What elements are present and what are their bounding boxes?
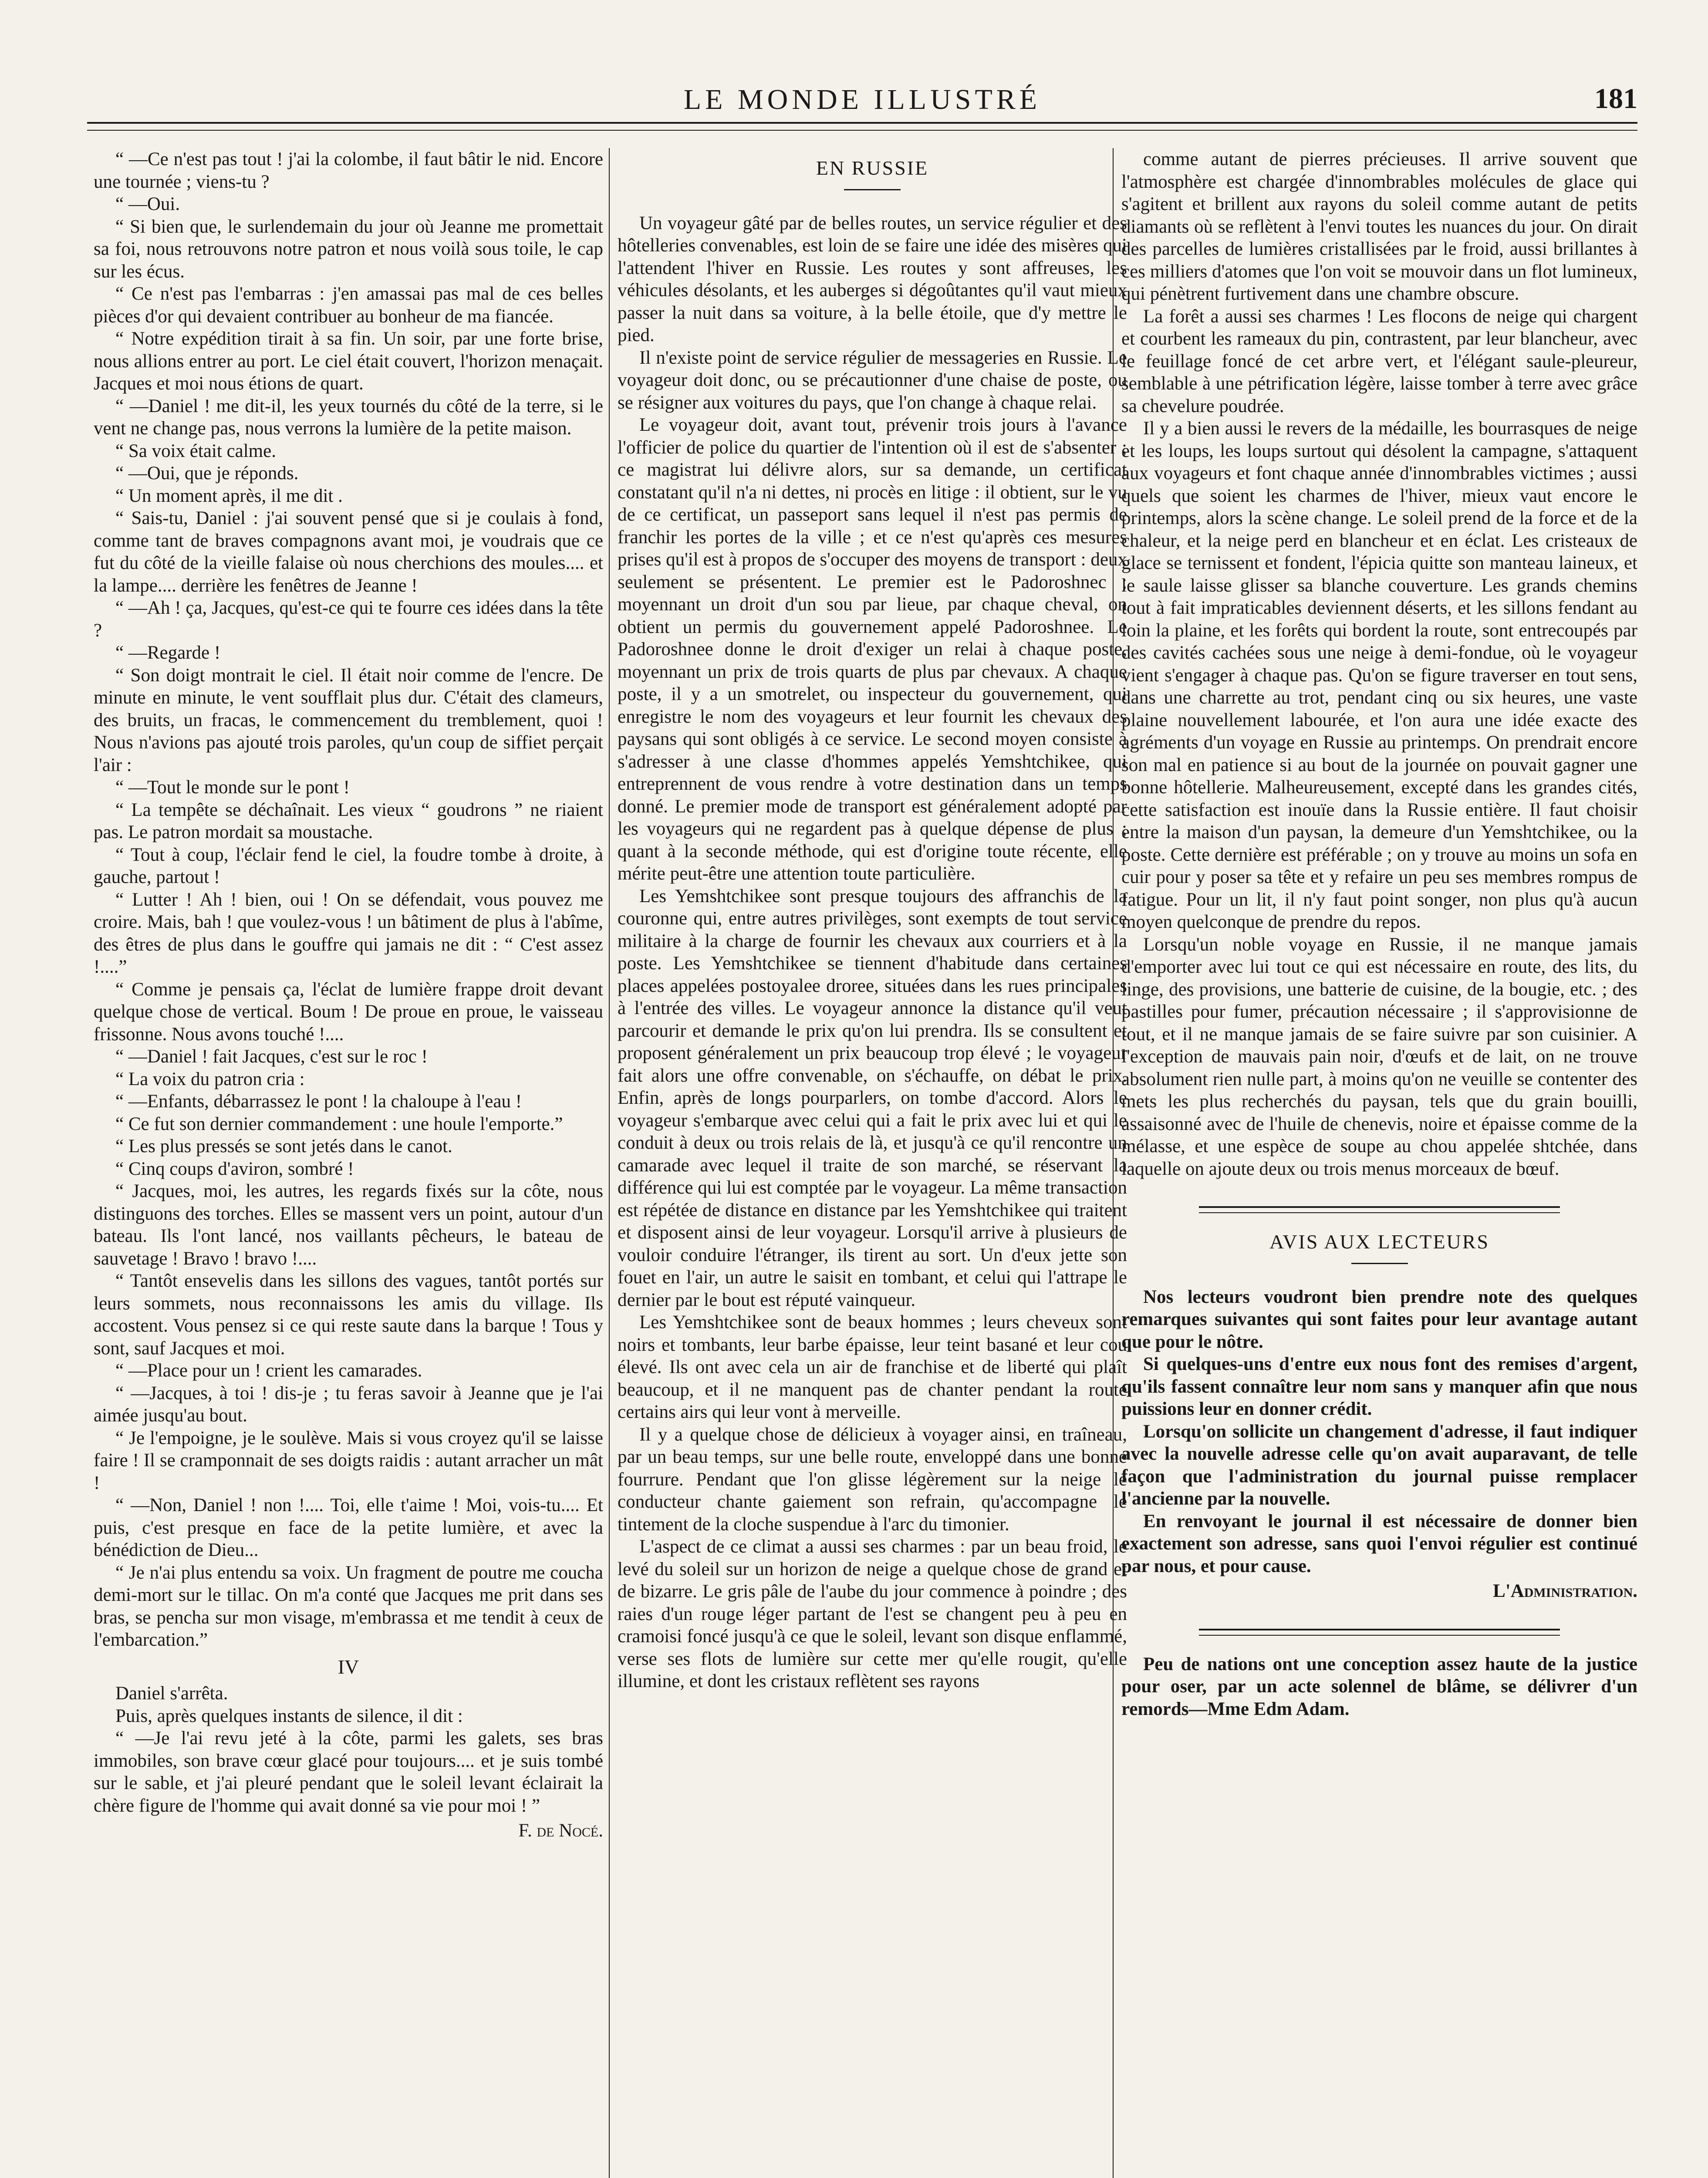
publication-title: LE MONDE ILLUSTRÉ <box>683 84 1041 115</box>
paragraph: “ —Regarde ! <box>115 643 221 663</box>
paragraph: “ Comme je pensais ça, l'éclat de lumière frappe droit devant quelque chose de vertical. Boum ! De proue en proue, le vaisseau frissonne. Nous avons touché !.... <box>94 979 603 1045</box>
page-number: 181 <box>1594 83 1637 115</box>
notice-heading: AVIS AUX LECTEURS <box>1269 1231 1490 1253</box>
article-body <box>618 212 1127 1693</box>
paragraph: “ —Ah ! ça, Jacques, qu'est-ce qui te fourre ces idées dans la tête ? <box>94 598 603 641</box>
paragraph: “ Tantôt ensevelis dans les sillons des vagues, tantôt portés sur leurs sommets, nous reconnaissons les amis du village. Ils accostent. Vous pensez si ce qui reste saute dans la barque ! Tous y sont, sauf Jacques et moi. <box>94 1271 603 1359</box>
paragraph: “ —Enfants, débarrassez le pont ! la chaloupe à l'eau ! <box>115 1091 522 1112</box>
article-continuation <box>1121 148 1637 1180</box>
story-body <box>94 148 603 1651</box>
section-separator <box>1199 1206 1560 1213</box>
paragraph: “ —Jacques, à toi ! dis-je ; tu feras savoir à Jeanne que je l'ai aimée jusqu'au bout. <box>94 1383 603 1426</box>
paragraph: “ Notre expédition tirait à sa fin. Un soir, par une forte brise, nous allions entrer au port. Le ciel était couvert, l'horizon menaçait. Jacques et moi nous étions de quart. <box>94 328 603 394</box>
paragraph: “ Son doigt montrait le ciel. Il était noir comme de l'encre. De minute en minute, le vent soufflait plus dur. C'était des clameurs, des bruits, un fracas, le commencement du tremblement, quoi ! Nous n'avions pas ajouté trois paroles, qu'un coup de siffiet perçait l'air : <box>94 665 603 775</box>
closing-quote: Peu de nations ont une conception assez haute de la justice pour oser, par un acte solennel de blâme, se délivrer d'un remords—Mme Edm Adam. <box>1121 1654 1637 1719</box>
paragraph: “ Je n'ai plus entendu sa voix. Un fragment de poutre me coucha demi-mort sur le tillac. On m'a conté que Jacques me prit dans ses bras, se pencha sur mon visage, m'embrassa et me tendit à ceux de l'embarcation.” <box>94 1562 603 1650</box>
paragraph: Il n'existe point de service régulier de messageries en Russie. Le voyageur doit donc, ou se précautionner d'une chaise de poste, ou se résigner aux voitures du pays, que l'on change à chaque relai. <box>618 347 1127 413</box>
paragraph: La forêt a aussi ses charmes ! Les flocons de neige qui chargent et courbent les rameaux du pin, contrastent, par leur blancheur, avec le feuillage foncé de cet arbre vert, et l'élégant saule-pleureur, semblable à une pétrification légère, laisse tomber à terre avec grâce sa chevelure poudrée. <box>1121 306 1637 416</box>
column-russia-article <box>618 148 1127 2178</box>
paragraph: Les Yemshtchikee sont de beaux hommes ; leurs cheveux sont noirs et tombants, leur barbe épaisse, leur teint basané et leur cou élevé. Ils ont avec cela un air de franchise et de liberté qui plaît beaucoup, et il ne manquent pas de chanter pendant la route certains airs qui leur vont à merveille. <box>618 1312 1127 1422</box>
paragraph: Il y a bien aussi le revers de la médaille, les bourrasques de neige et les loups, les loups surtout qui désolent la campagne, s'attaquent aux voyageurs et font chaque année d'innombrables victimes ; aussi quels que soient les charmes de l'hiver, mieux vaut encore le printemps, alors la scène change. Le soleil prend de la force et de la chaleur, et la neige perd en blancheur et en éclat. Les cristeaux de glace se ternissent et fondent, l'épicia quitte son manteau laineux, et le saule laisse glisser sa blanche couverture. Les grands chemins tout à fait impraticables deviennent déserts, et les sillons fendant au loin la plaine, et les forêts qui bordent la route, sont entrecoupés par des cavités cachées sous une neige à demi-fondue, où le voyageur vient s'engager à chaque pas. Qu'on se figure traverser en tout sens, dans une charrette au trot, pendant cinq ou six heures, une vaste plaine nouvellement labourée, et l'on aura une idée exacte des agréments d'un voyage en Russie au printemps. On prendrait encore son mal en patience si au bout de la journée on pouvait gagner une bonne hôtellerie. Malheureusement, excepté dans les grandes cités, cette satisfaction est inouïe dans la Russie entière. Il faut choisir entre la maison d'un paysan, la demeure d'un Yemshtchikee, ou la poste. Cette dernière est préférable ; on y trouve au moins un sofa en cuir pour y poser sa tête et y refaire un peu ses membres rompus de fatigue. Pour un lit, il n'y faut point songer, non plus qu'à aucun moyen quelconque de prendre du repos. <box>1121 418 1637 932</box>
article-heading: EN RUSSIE <box>816 157 929 179</box>
paragraph: Nos lecteurs voudront bien prendre note des quelques remarques suivantes qui sont faites pour leur avantage autant que pour le nôtre. <box>1121 1286 1637 1352</box>
paragraph: comme autant de pierres précieuses. Il arrive souvent que l'atmosphère est chargée d'innombrables molécules de glace qui s'agitent et brillent aux rayons du soleil comme autant de petits diamants où se reflètent à l'envi toutes les nuances du jour. On dirait des parcelles de lumières cristallisées par le froid, aussi brillantes à ces milliers d'atomes que l'on voit se mouvoir dans un flot lumineux, qui pénètrent furtivement dans une chambre obscure. <box>1121 149 1637 304</box>
paragraph: “ —Je l'ai revu jeté à la côte, parmi les galets, ses bras immobiles, son brave cœur glacé pour toujours.... et je suis tombé sur le sable, et j'ai pleuré pendant que le soleil levant éclairait la chère figure de l'homme qui avait donné sa vie pour moi ! ” <box>94 1728 603 1816</box>
paragraph: “ —Daniel ! me dit-il, les yeux tournés du côté de la terre, si le vent ne change pas, nous verrons la lumière de la petite maison. <box>94 396 603 439</box>
paragraph: Lorsqu'un noble voyage en Russie, il ne manque jamais d'emporter avec lui tout ce qui est nécessaire en route, des lits, du linge, des provisions, une batterie de cuisine, de la bougie, etc. ; des pastilles pour fumer, précaution nécessaire ; il s'approvisionne de tout, et il ne manque jamais de se faire suivre par son cuisinier. A l'exception de mauvais pain noir, d'œufs et de lait, on ne trouve absolument rien nulle part, à moins qu'on ne veuille se contenter des mets les plus recherchés du paysan, tels que du grain bouilli, assaisonné avec de l'huile de chenevis, noire et épaisse comme de la mélasse, et une espèce de soupe au chou appelée shtchée, dans laquelle on ajoute deux ou trois menus morceaux de bœuf. <box>1121 934 1637 1179</box>
notice-body <box>1121 1286 1637 1578</box>
column-continued <box>1121 148 1637 2178</box>
paragraph: “ Un moment après, il me dit . <box>115 485 343 506</box>
masthead-rule <box>87 122 1637 131</box>
author-signature: F. de Nocé. <box>518 1820 603 1841</box>
paragraph: “ Jacques, moi, les autres, les regards fixés sur la côte, nous distinguons des torches. Elles se massent vers un point, autour d'un bateau. Ils l'ont lancé, nos vaillants pêcheurs, le bateau de sauvetage ! Bravo ! bravo !.... <box>94 1181 603 1269</box>
paragraph: Le voyageur doit, avant tout, prévenir trois jours à l'avance l'officier de police du quartier de l'intention où il est de s'absenter ; ce magistrat lui délivre alors, sur sa demande, un certificat constatant qu'il n'a ni dettes, ni procès en litige : il obtient, sur le vu de ce certificat, un passeport sans lequel il n'est pas permis de franchir les portes de la ville ; et ce n'est qu'après ces mesures prises qu'il est à propos de s'occuper des moyens de transport : deux seulement se présentent. Le premier est le Padoroshnec ; moyennant un droit d'un sou par lieue, par chaque cheval, on obtient un permis du gouvernement appelé Padoroshnee. Le Padoroshnee donne le droit d'exiger un relai à chaque poste, moyennant un prix de trois quarts de plus par chevaux. A chaque poste, il y a un smotrelet, ou inspecteur du gouvernement, qui enregistre le nom des voyageurs et leur fournit les chevaux des paysans qui sont obligés à ce service. Le second moyen consiste à s'adresser à une classe d'hommes appelés Yemshtchikee, qui entreprennent de vous rendre à votre destination dans un temps donné. Le premier mode de transport est généralement adopté par les voyageurs qui ne regardent pas à quelque dépense de plus ; quant à la seconde méthode, qui est d'origine toute récente, elle mérite peut-être une attention toute particulière. <box>618 415 1127 884</box>
paragraph: “ Si bien que, le surlendemain du jour où Jeanne me promettait sa foi, nous retrouvons notre patron et nous voilà sous toile, le cap sur les écus. <box>94 216 603 282</box>
section-number: IV <box>338 1655 359 1678</box>
paragraph: “ Je l'empoigne, je le soulève. Mais si vous croyez qu'il se laisse faire ! Il se cramponnait de ses doigts raidis : autant arracher un mât ! <box>94 1427 603 1493</box>
paragraph: “ —Tout le monde sur le pont ! <box>115 777 350 798</box>
paragraph: “ —Oui. <box>115 194 180 214</box>
paragraph: “ Lutter ! Ah ! bien, oui ! On se défendait, vous pouvez me croire. Mais, bah ! que voulez-vous ! un bâtiment de plus à l'abîme, des êtres de plus dans le gouffre qui jamais ne dit : “ C'est assez !....” <box>94 889 603 977</box>
paragraph: “ —Place pour un ! crient les camarades. <box>115 1360 422 1381</box>
story-ending <box>94 1682 603 1817</box>
heading-rule <box>1351 1263 1408 1264</box>
notice-signature: L'Administration. <box>1493 1581 1637 1601</box>
paragraph: Lorsqu'on sollicite un changement d'adresse, il faut indiquer avec la nouvelle adresse celle qu'on avait auparavant, de telle façon que l'administration du journal puisse remplacer l'ancienne par la nouvelle. <box>1121 1421 1637 1509</box>
column-story <box>94 148 603 2178</box>
paragraph: Un voyageur gâté par de belles routes, un service régulier et des hôtelleries convenables, est loin de se faire une idée des misères qui l'attendent l'hiver en Russie. Les routes y sont affreuses, les véhicules désolants, et les auberges si dégoûtantes qu'il vaut mieux passer la nuit dans sa voiture, à la belle étoile, que d'y mettre le pied. <box>618 213 1127 345</box>
paragraph: “ —Ce n'est pas tout ! j'ai la colombe, il faut bâtir le nid. Encore une tournée ; viens-tu ? <box>94 149 603 192</box>
paragraph: “ La tempête se déchaînait. Les vieux “ goudrons ” ne riaient pas. Le patron mordait sa moustache. <box>94 799 603 842</box>
paragraph: “ Cinq coups d'aviron, sombré ! <box>115 1158 354 1179</box>
paragraph: Il y a quelque chose de délicieux à voyager ainsi, en traîneau, par un beau temps, sur une belle route, enveloppé dans une bonne fourrure. Pendant que l'on glisse légèrement sur la neige le conducteur chante gaiement son refrain, qu'accompagne le tintement de la cloche suspendue à l'arc du timonier. <box>618 1424 1127 1535</box>
paragraph: Puis, après quelques instants de silence, il dit : <box>115 1705 463 1726</box>
column-divider <box>609 148 610 2178</box>
paragraph: “ Sa voix était calme. <box>115 440 276 461</box>
paragraph: “ —Non, Daniel ! non !.... Toi, elle t'aime ! Moi, vois-tu.... Et puis, c'est presque en face de la petite lumière, et avec la bénédiction de Dieu... <box>94 1495 603 1560</box>
paragraph: “ Ce n'est pas l'embarras : j'en amassai pas mal de ces belles pièces d'or qui devaient contribuer au bonheur de ma fiancée. <box>94 284 603 327</box>
heading-rule <box>844 189 901 190</box>
section-separator <box>1199 1629 1560 1636</box>
paragraph: Si quelques-uns d'entre eux nous font des remises d'argent, qu'ils fassent connaître leur nom sans y manquer afin que nous puissions leur en donner crédit. <box>1121 1354 1637 1419</box>
paragraph: “ La voix du patron cria : <box>115 1069 305 1089</box>
paragraph: “ —Daniel ! fait Jacques, c'est sur le roc ! <box>115 1046 428 1067</box>
paragraph: “ —Oui, que je réponds. <box>115 463 299 484</box>
paragraph: L'aspect de ce climat a aussi ses charmes : par un beau froid, le levé du soleil sur un horizon de neige a quelque chose de grand et de bizarre. Le gris pâle de l'aube du jour commence à poindre ; des raies d'un rouge léger partant de l'est se changent peu à peu en cramoisi foncé jusqu'à ce que le soleil, levant son disque enflammé, verse ses flots de lumière sur cette mer qu'elle rougit, qu'elle illumine, et dont les cristaux reflètent ses rayons <box>618 1536 1127 1691</box>
paragraph: “ Sais-tu, Daniel : j'ai souvent pensé que si je coulais à fond, comme tant de braves compagnons avant moi, je voudrais que ce fut du côté de la vieille falaise où nous cherchions des moules.... et la lampe.... derrière les fenêtres de Jeanne ! <box>94 508 603 596</box>
paragraph: Daniel s'arrêta. <box>115 1683 228 1704</box>
paragraph: Les Yemshtchikee sont presque toujours des affranchis de la couronne qui, entre autres privilèges, sont exempts de tout service militaire à la charge de fournir les chevaux aux courriers et à la poste. Les Yemshtchikee se tiennent d'habitude dans certaines places appelées postoyalee droree, situées dans les rues principales à l'entrée des villes. Le voyageur annonce la distance qu'il veut parcourir et demande le prix qu'on lui prendra. Ils se consultent et proposent généralement un prix beaucoup trop élevé ; le voyageur fait alors une offre convenable, on s'échauffe, on débat le prix. Enfin, après de longs pourparlers, on tombe d'accord. Alors le voyageur s'embarque avec celui qui a fait le prix avec lui et qui le conduit à deux ou trois relais de là, et jusqu'à ce qu'il rencontre un camarade avec lequel il traite de son marché, se réservant la différence qui lui est comptée par le voyageur. La même transaction est répétée de distance en distance par les Yemshtchikee qui traitent et disposent ainsi de leur voyageur. Lorsqu'il arrive à plusieurs de vouloir conduire l'étranger, ils tirent au sort. Un d'eux jette son fouet en l'air, un autre le saisit en tombant, et celui qui l'attrape le dernier par le bout est réputé vainqueur. <box>618 886 1127 1310</box>
paragraph: “ Les plus pressés se sont jetés dans le canot. <box>115 1136 452 1157</box>
paragraph: En renvoyant le journal il est nécessaire de donner bien exactement son adresse, sans quoi l'envoi régulier est continué par nous, et pour cause. <box>1121 1511 1637 1576</box>
paragraph: “ Tout à coup, l'éclair fend le ciel, la foudre tombe à droite, à gauche, partout ! <box>94 844 603 887</box>
paragraph: “ Ce fut son dernier commandement : une houle l'emporte.” <box>115 1113 563 1134</box>
masthead <box>87 81 1637 120</box>
